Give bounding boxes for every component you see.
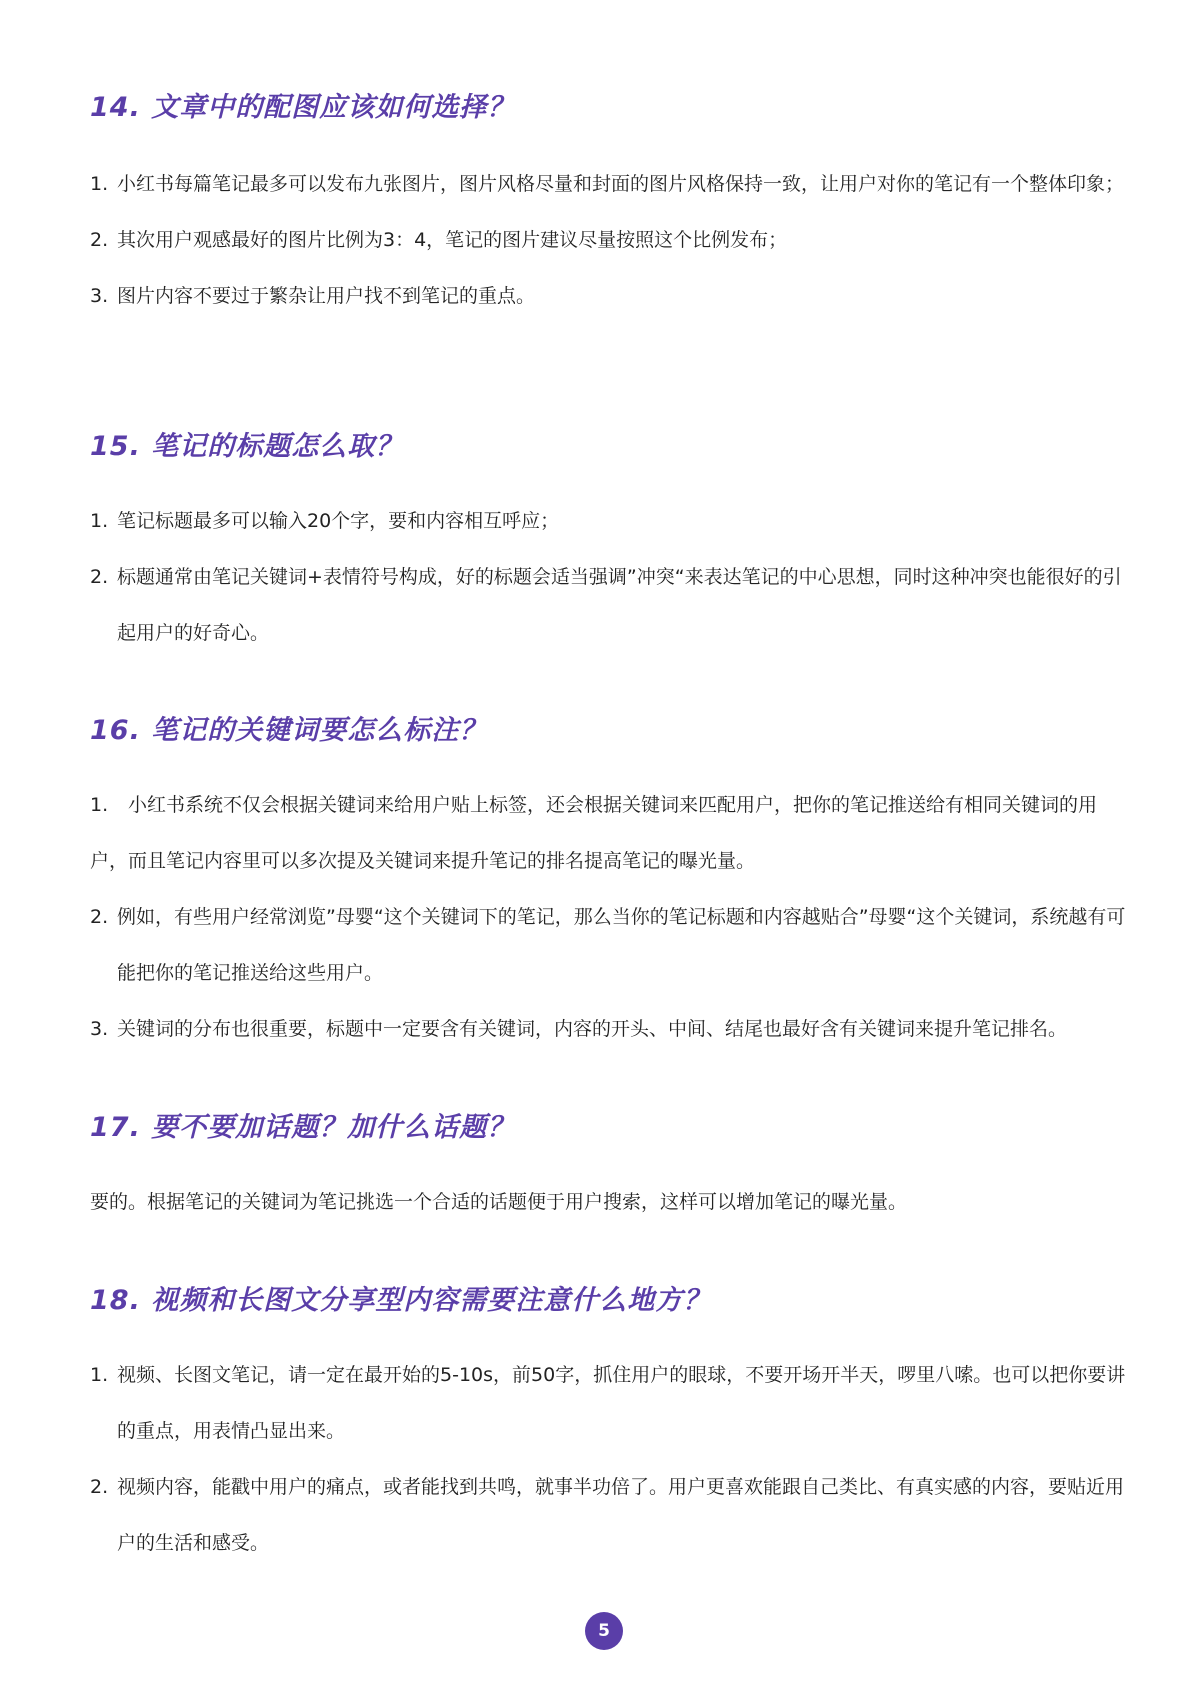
list-item xyxy=(90,889,1130,1001)
list-item-number: 1. xyxy=(90,794,109,816)
section-heading: 18. 视频和长图文分享型内容需要注意什么地方？ xyxy=(90,1285,712,1316)
list-item-text: 小红书系统不仅会根据关键词来给用户贴上标签，还会根据关键词来匹配用户，把你的笔记推送给有相同关键词的用户，而且笔记内容里可以多次提及关键词来提升笔记的排名提高笔记的曝光量。 xyxy=(90,794,1098,872)
list-item xyxy=(90,1001,1130,1057)
section-heading: 15. 笔记的标题怎么取？ xyxy=(90,431,404,462)
list-item-text: 笔记标题最多可以输入20个字，要和内容相互呼应； xyxy=(117,510,560,532)
list-item xyxy=(90,1459,1130,1571)
section-18 xyxy=(90,1283,1130,1571)
list-item-number: 1. xyxy=(90,510,109,532)
list-item-text: 例如，有些用户经常浏览”母婴“这个关键词下的笔记，那么当你的笔记标题和内容越贴合”母婴“这个关键词，系统越有可能把你的笔记推送给这些用户。 xyxy=(117,906,1126,984)
section-17 xyxy=(90,1110,1130,1230)
list-item-number: 1. xyxy=(90,173,109,195)
list-item-number: 3. xyxy=(90,285,109,307)
section-16 xyxy=(90,713,1130,1057)
list-item xyxy=(90,777,1130,889)
section-paragraph: 要的。根据笔记的关键词为笔记挑选一个合适的话题便于用户搜索，这样可以增加笔记的曝光量。 xyxy=(90,1191,908,1213)
list-item-text: 图片内容不要过于繁杂让用户找不到笔记的重点。 xyxy=(117,285,536,307)
page-number-badge: 5 xyxy=(585,1612,623,1650)
list-item-text: 其次用户观感最好的图片比例为3：4，笔记的图片建议尽量按照这个比例发布； xyxy=(117,229,788,251)
section-heading: 14. 文章中的配图应该如何选择？ xyxy=(90,92,516,123)
section-14 xyxy=(90,90,1130,324)
section-heading: 17. 要不要加话题？加什么话题？ xyxy=(90,1112,516,1143)
list-item-number: 2. xyxy=(90,1476,109,1498)
section-15 xyxy=(90,429,1130,661)
list-item-text: 小红书每篇笔记最多可以发布九张图片，图片风格尽量和封面的图片风格保持一致，让用户对你的笔记有一个整体印象； xyxy=(117,173,1125,195)
section-heading: 16. 笔记的关键词要怎么标注？ xyxy=(90,715,488,746)
list-item-number: 2. xyxy=(90,566,109,588)
list-item xyxy=(90,212,1130,268)
list-item-number: 2. xyxy=(90,906,109,928)
list-item-text: 标题通常由笔记关键词+表情符号构成，好的标题会适当强调”冲突“来表达笔记的中心思想，同时这种冲突也能很好的引起用户的好奇心。 xyxy=(117,566,1122,644)
list-item-text: 视频、长图文笔记，请一定在最开始的5-10s，前50字，抓住用户的眼球，不要开场开半天，啰里八嗦。也可以把你要讲的重点，用表情凸显出来。 xyxy=(117,1364,1126,1442)
list-item-text: 关键词的分布也很重要，标题中一定要含有关键词，内容的开头、中间、结尾也最好含有关键词来提升笔记排名。 xyxy=(117,1018,1068,1040)
list-item-number: 2. xyxy=(90,229,109,251)
list-item xyxy=(90,1347,1130,1459)
list-item xyxy=(90,493,1130,549)
list-item xyxy=(90,156,1130,212)
list-item xyxy=(90,268,1130,324)
list-item-text: 视频内容，能戳中用户的痛点，或者能找到共鸣，就事半功倍了。用户更喜欢能跟自己类比、有真实感的内容，要贴近用户的生活和感受。 xyxy=(117,1476,1125,1554)
list-item-number: 1. xyxy=(90,1364,109,1386)
list-item-number: 3. xyxy=(90,1018,109,1040)
list-item xyxy=(90,549,1130,661)
